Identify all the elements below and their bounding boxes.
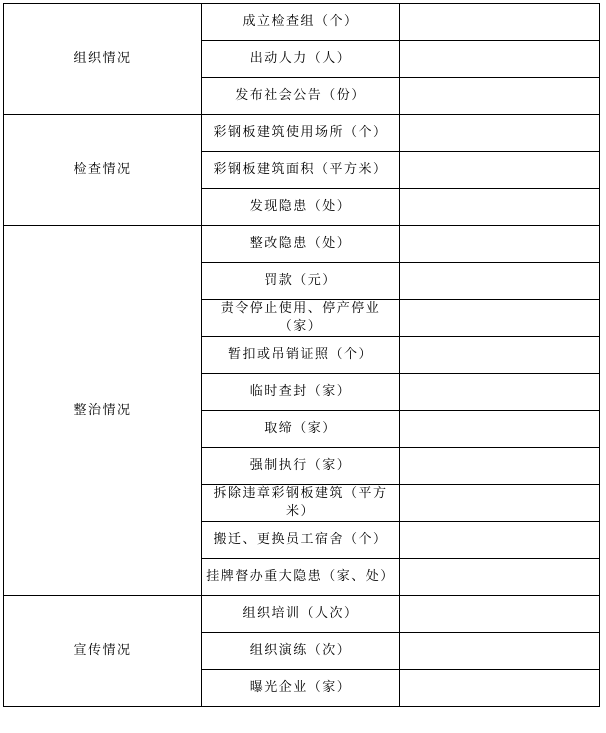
item-label-cell: 成立检查组（个）: [202, 4, 400, 41]
item-value-cell[interactable]: [400, 115, 600, 152]
table-row: [4, 115, 600, 152]
item-label-cell: 拆除违章彩钢板建筑（平方米）: [202, 485, 400, 522]
item-label-cell: 彩钢板建筑面积（平方米）: [202, 152, 400, 189]
item-value-cell[interactable]: [400, 411, 600, 448]
item-label-cell: 暂扣或吊销证照（个）: [202, 337, 400, 374]
item-value-cell[interactable]: [400, 559, 600, 596]
table-row: [4, 4, 600, 41]
table-row: [4, 226, 600, 263]
item-value-cell[interactable]: [400, 596, 600, 633]
item-label-cell: 临时查封（家）: [202, 374, 400, 411]
item-label-cell: 组织培训（人次）: [202, 596, 400, 633]
category-cell-inspection: 检查情况: [4, 115, 202, 226]
item-label-cell: 发现隐患（处）: [202, 189, 400, 226]
item-value-cell[interactable]: [400, 522, 600, 559]
table-row: [4, 596, 600, 633]
item-value-cell[interactable]: [400, 226, 600, 263]
item-label-cell: 组织演练（次）: [202, 633, 400, 670]
statistics-table-body: [4, 4, 600, 707]
category-cell-publicity: 宣传情况: [4, 596, 202, 707]
item-label-cell: 出动人力（人）: [202, 41, 400, 78]
item-label-cell: 整改隐患（处）: [202, 226, 400, 263]
item-value-cell[interactable]: [400, 4, 600, 41]
item-value-cell[interactable]: [400, 152, 600, 189]
category-cell-rectification: 整治情况: [4, 226, 202, 596]
item-value-cell[interactable]: [400, 41, 600, 78]
item-label-cell: 取缔（家）: [202, 411, 400, 448]
statistics-table: [3, 3, 600, 707]
item-label-cell: 责令停止使用、停产停业（家）: [202, 300, 400, 337]
item-label-cell: 发布社会公告（份）: [202, 78, 400, 115]
item-label-cell: 挂牌督办重大隐患（家、处）: [202, 559, 400, 596]
item-label-cell: 强制执行（家）: [202, 448, 400, 485]
item-label-cell: 彩钢板建筑使用场所（个）: [202, 115, 400, 152]
item-value-cell[interactable]: [400, 263, 600, 300]
item-value-cell[interactable]: [400, 78, 600, 115]
item-value-cell[interactable]: [400, 300, 600, 337]
item-label-cell: 罚款（元）: [202, 263, 400, 300]
item-label-cell: 搬迁、更换员工宿舍（个）: [202, 522, 400, 559]
item-value-cell[interactable]: [400, 374, 600, 411]
item-value-cell[interactable]: [400, 189, 600, 226]
item-value-cell[interactable]: [400, 337, 600, 374]
item-value-cell[interactable]: [400, 633, 600, 670]
item-value-cell[interactable]: [400, 485, 600, 522]
item-value-cell[interactable]: [400, 448, 600, 485]
category-cell-organization: 组织情况: [4, 4, 202, 115]
item-value-cell[interactable]: [400, 670, 600, 707]
item-label-cell: 曝光企业（家）: [202, 670, 400, 707]
